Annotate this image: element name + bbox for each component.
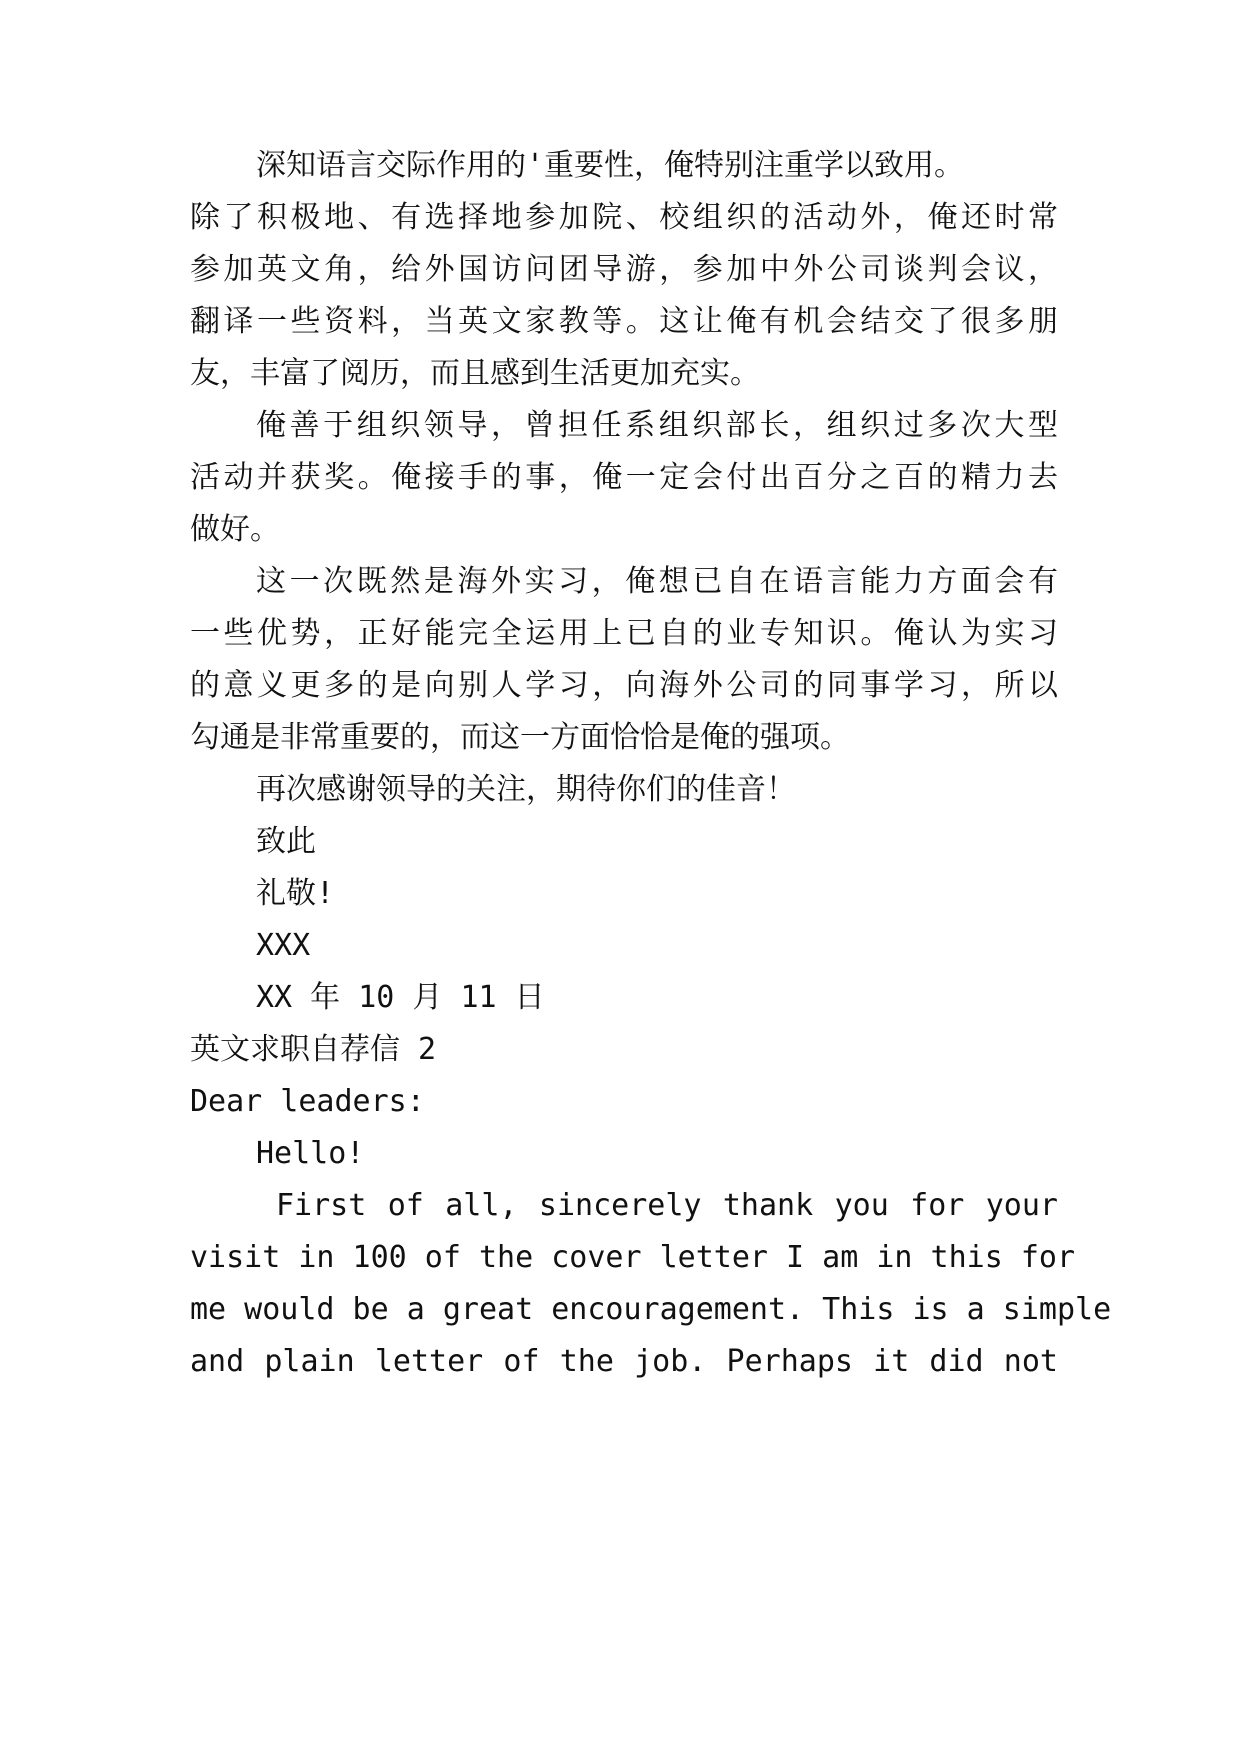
english-paragraph-line-1: First of all, sincerely thank you for your (276, 1188, 1058, 1223)
paragraph-1-line-2: 除了积极地、有选择地参加院、校组织的活动外，俺还时常 (190, 200, 1058, 235)
closing-thanks: 再次感谢领导的关注，期待你们的佳音！ (256, 772, 796, 807)
signature-date: XX 年 10 月 11 日 (256, 980, 545, 1015)
english-paragraph-line-3: me would be a great encouragement. This is a simple (190, 1292, 1112, 1327)
section-title: 英文求职自荐信 2 (190, 1032, 437, 1067)
english-hello: Hello! (256, 1136, 365, 1171)
paragraph-2-line-3: 做好。 (190, 512, 280, 547)
salutation-regards: 致此 (256, 824, 316, 859)
paragraph-1-line-4: 翻译一些资料，当英文家教等。这让俺有机会结交了很多朋 (190, 304, 1058, 339)
paragraph-3-line-1: 这一次既然是海外实习，俺想已自在语言能力方面会有 (256, 564, 1058, 599)
paragraph-3-line-3: 的意义更多的是向别人学习，向海外公司的同事学习，所以 (190, 668, 1058, 703)
paragraph-1-line-1: 深知语言交际作用的'重要性，俺特别注重学以致用。 (256, 148, 965, 183)
english-greeting: Dear leaders: (190, 1084, 425, 1119)
english-paragraph-line-2: visit in 100 of the cover letter I am in this for (190, 1240, 1076, 1275)
paragraph-1-line-5: 友，丰富了阅历，而且感到生活更加充实。 (190, 356, 760, 391)
salutation-respect: 礼敬! (256, 876, 335, 911)
paragraph-3-line-2: 一些优势，正好能完全运用上已自的业专知识。俺认为实习 (190, 616, 1058, 651)
paragraph-1-line-3: 参加英文角，给外国访问团导游，参加中外公司谈判会议， (190, 252, 1058, 287)
paragraph-2-line-1: 俺善于组织领导，曾担任系组织部长，组织过多次大型 (256, 408, 1058, 443)
english-paragraph-line-4: and plain letter of the job. Perhaps it did not (190, 1344, 1058, 1379)
paragraph-3-line-4: 勾通是非常重要的，而这一方面恰恰是俺的强项。 (190, 720, 850, 755)
paragraph-2-line-2: 活动并获奖。俺接手的事，俺一定会付出百分之百的精力去 (190, 460, 1058, 495)
signature-name: XXX (256, 928, 311, 963)
